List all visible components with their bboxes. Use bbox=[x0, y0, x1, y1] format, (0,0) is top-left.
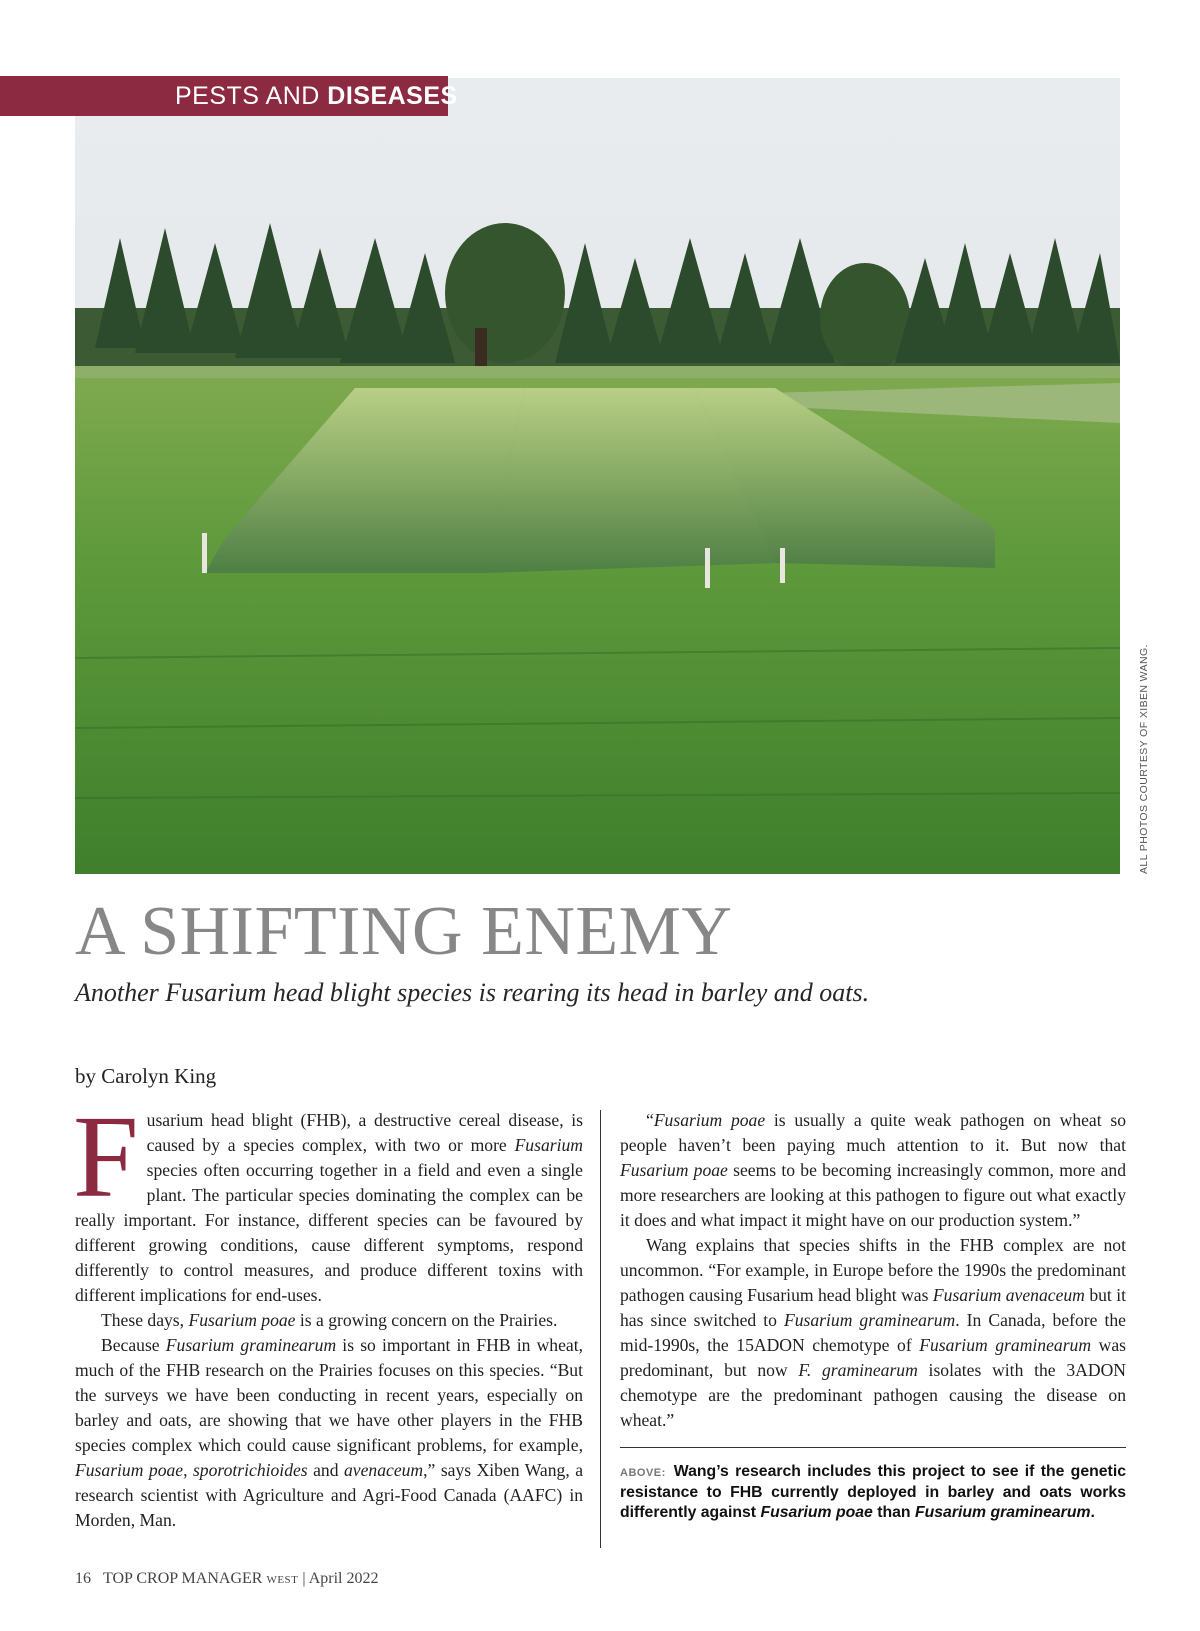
deck: Another Fusarium head blight species is rearing its head in barley and oats. bbox=[75, 978, 870, 1007]
paragraph-1 bbox=[73, 1091, 583, 1308]
italic-text: Fusarium bbox=[514, 1135, 583, 1155]
text-run: species often occurring together in a field and even a single plant. The particular species dominating the complex can be really important. For instance, different species can be favoured by different growing conditions, cause different symptoms, respond differently to control measures, and produce different toxins with different implications for end-uses. bbox=[75, 1160, 583, 1305]
italic-text: F. graminearum bbox=[798, 1360, 918, 1380]
text-run: is usually a quite weak pathogen on wheat so people haven’t been paying much attention to it. But now that bbox=[620, 1110, 1126, 1155]
text-run: but it has since switched to bbox=[620, 1285, 1127, 1330]
column-divider bbox=[600, 1110, 601, 1548]
italic-text: Fusarium avenaceum bbox=[932, 1285, 1085, 1305]
text-run: ,” says Xiben Wang, a research scientist with Agriculture and Agri-Food Canada (AAFC) in Morden, Man. bbox=[75, 1460, 583, 1530]
article-column-right bbox=[620, 1108, 1126, 1433]
text-run: isolates with the 3ADON chemotype are the predominant pathogen causing the disease on wheat.” bbox=[620, 1360, 1126, 1430]
caption-label: ABOVE: bbox=[620, 1467, 666, 1479]
italic-text: Fusarium graminearum bbox=[914, 1504, 1091, 1521]
italic-text: Fusarium poae bbox=[653, 1110, 766, 1130]
footer-separator: | bbox=[298, 1570, 309, 1587]
section-emphasis: DISEASES bbox=[327, 82, 458, 110]
italic-text: Fusarium poae bbox=[620, 1160, 728, 1180]
text-run: “ bbox=[646, 1110, 654, 1130]
text-run: Because bbox=[101, 1335, 166, 1355]
italic-text: avenaceum bbox=[344, 1460, 424, 1480]
photo-credit: ALL PHOTOS COURTESY OF XIBEN WANG. bbox=[1138, 644, 1150, 874]
issue-date: April 2022 bbox=[308, 1570, 379, 1587]
magazine-name: TOP CROP MANAGER bbox=[103, 1570, 263, 1587]
text-run: . In Canada, before the mid-1990s, the 15ADON chemotype of bbox=[620, 1310, 1126, 1355]
paragraph-5 bbox=[620, 1233, 1126, 1433]
drop-cap: F bbox=[73, 1091, 139, 1222]
magazine-edition: WEST bbox=[266, 1574, 299, 1586]
text-run: was predominant, but now bbox=[620, 1335, 1126, 1380]
page-footer bbox=[75, 1570, 379, 1588]
text-run: Wang explains that species shifts in the FHB complex are not uncommon. “For example, in Europe before the 1990s the predominant pathogen causing Fusarium head blight was bbox=[620, 1235, 1126, 1305]
italic-text: Fusarium poae bbox=[188, 1310, 296, 1330]
paragraph-4 bbox=[620, 1108, 1126, 1233]
italic-text: Fusarium poae bbox=[760, 1504, 873, 1521]
paragraph-2 bbox=[75, 1308, 583, 1333]
field-plot-photo bbox=[75, 78, 1120, 874]
byline: by Carolyn King bbox=[75, 1064, 217, 1088]
text-run: is so important in FHB in wheat, much of the FHB research on the Prairies focuses on this species. “But the surveys we have been conducting in recent years, especially on barley and oats, are showing that we have other players in the FHB species complex which could cause significant problems, for example, bbox=[75, 1335, 584, 1455]
text-run: These days, bbox=[101, 1310, 189, 1330]
text-run: seems to be becoming increasingly common, more and more researchers are looking at this pathogen to figure out what exactly it does and what impact it might have on our production system.” bbox=[620, 1160, 1126, 1230]
italic-text: Fusarium poae, sporotrichioides bbox=[75, 1460, 308, 1480]
text-run: . bbox=[1090, 1504, 1095, 1521]
article-column-left bbox=[73, 1091, 584, 1533]
text-run: than bbox=[872, 1504, 915, 1521]
headline: A SHIFTING ENEMY bbox=[75, 893, 733, 970]
text-run: Wang’s research includes this project to see if the genetic resistance to FHB currently deployed in barley and oats works differently against bbox=[620, 1463, 1126, 1521]
photo-caption bbox=[620, 1462, 1126, 1523]
caption-rule bbox=[620, 1447, 1126, 1448]
text-run: and bbox=[307, 1460, 344, 1480]
paragraph-3 bbox=[75, 1333, 583, 1533]
italic-text: Fusarium graminearum bbox=[165, 1335, 337, 1355]
text-run: is a growing concern on the Prairies. bbox=[295, 1310, 558, 1330]
italic-text: Fusarium graminearum bbox=[919, 1335, 1092, 1355]
italic-text: Fusarium graminearum bbox=[783, 1310, 956, 1330]
section-banner bbox=[0, 76, 458, 116]
text-run: usarium head blight (FHB), a destructive cereal disease, is caused by a species complex, with two or more bbox=[146, 1110, 583, 1155]
section-prefix: PESTS AND bbox=[175, 82, 320, 110]
page-number: 16 bbox=[75, 1570, 91, 1587]
